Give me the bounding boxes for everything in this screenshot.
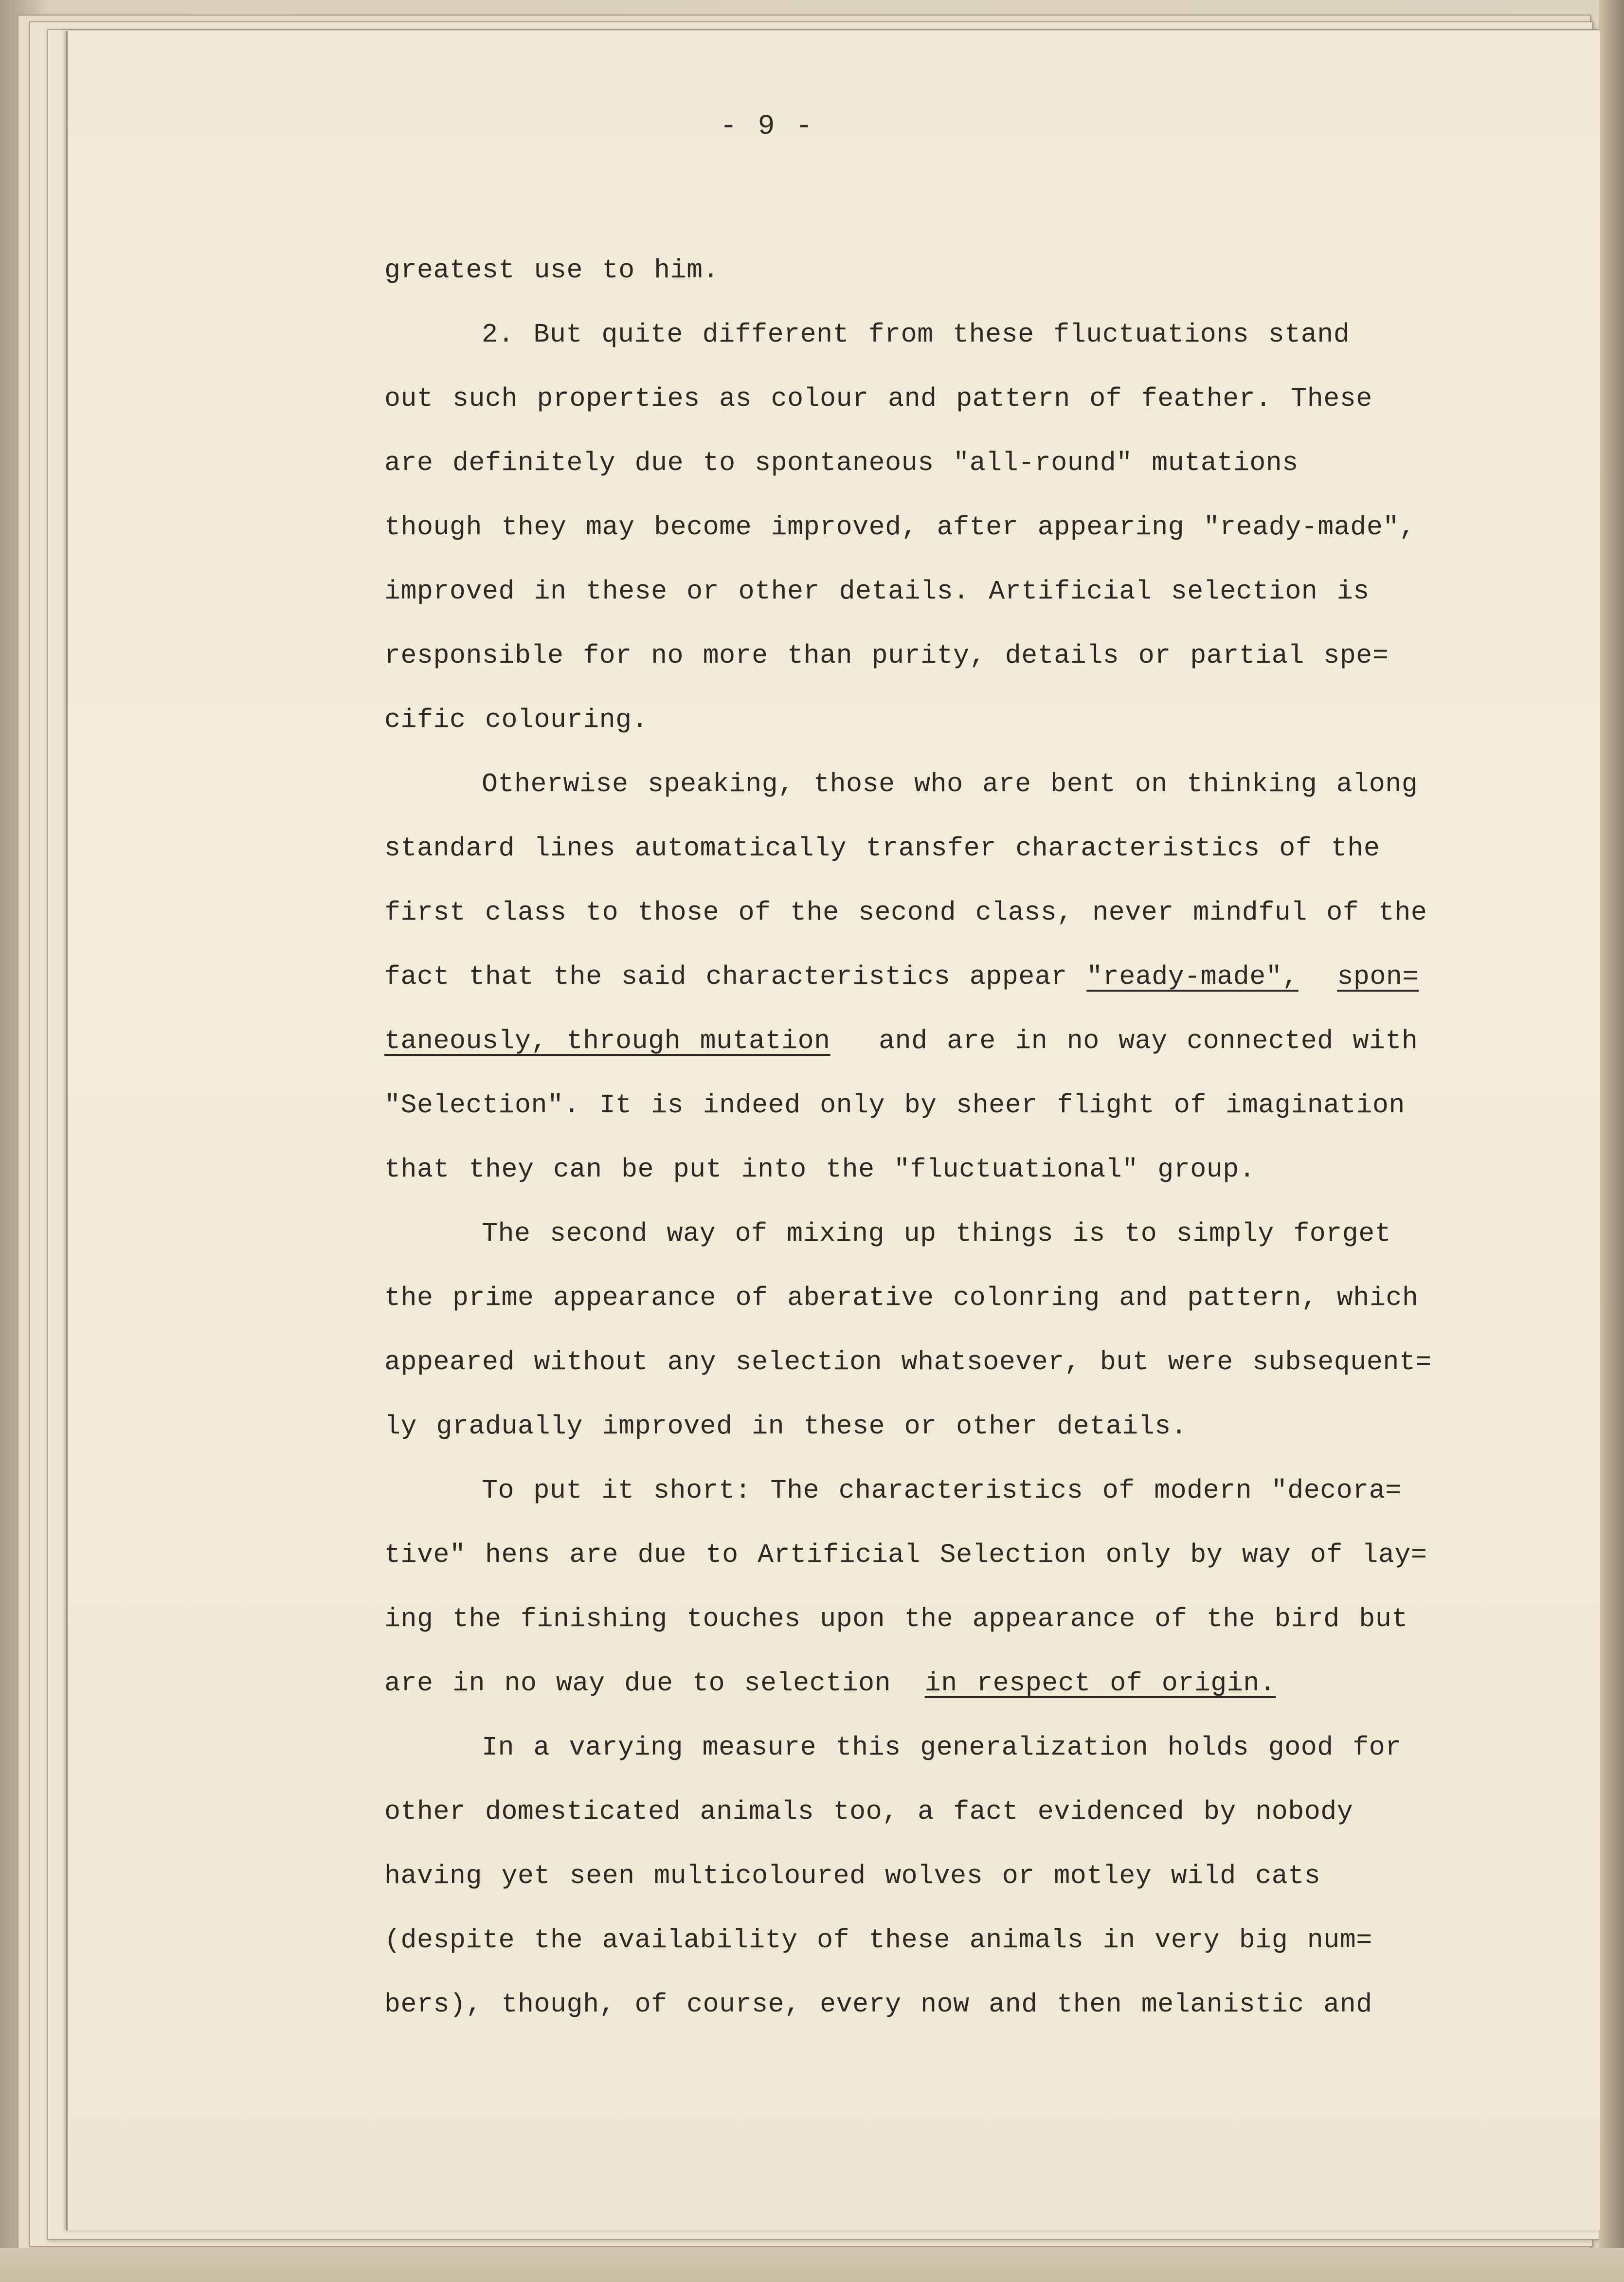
text-line: The second way of mixing up things is to simply forget: [482, 1218, 1391, 1249]
paragraph: [384, 752, 1601, 1202]
paragraph: [384, 1459, 1601, 1716]
text-line: [384, 1651, 1601, 1716]
stack-bottom-edge: [0, 2248, 1624, 2282]
underlined-phrase: in respect of origin.: [924, 1668, 1276, 1699]
text-line: out such properties as colour and pattern of feather. These: [384, 383, 1372, 414]
text-line: other domesticated animals too, a fact evidenced by nobody: [384, 1796, 1353, 1827]
text-line: 2. But quite different from these fluctuations stand: [482, 319, 1350, 350]
text-line: In a varying measure this generalization holds good for: [482, 1732, 1402, 1763]
text-line: ly gradually improved in these or other details.: [384, 1411, 1188, 1442]
text-line: (despite the availability of these animals in very big num=: [384, 1925, 1372, 1956]
text-line: greatest use to him.: [384, 255, 720, 286]
text-line: [384, 945, 1601, 1009]
paragraph: [384, 303, 1601, 752]
text-line: Otherwise speaking, those who are bent on thinking along: [482, 769, 1418, 799]
text-fragment: are in no way due to selection: [384, 1668, 891, 1699]
underlined-phrase: spon=: [1337, 961, 1419, 992]
text-line: ing the finishing touches upon the appearance of the bird but: [384, 1604, 1408, 1634]
text-fragment: fact that the said characteristics appear: [384, 961, 1067, 992]
paragraph: [384, 1716, 1601, 2037]
paragraph: [384, 1202, 1601, 1459]
text-line: bers), though, of course, every now and then melanistic and: [384, 1989, 1372, 2020]
text-fragment: and are in no way connected with: [879, 1026, 1418, 1056]
text-line: the prime appearance of aberative colonring and pattern, which: [384, 1283, 1419, 1313]
text-line: tive" hens are due to Artificial Selection only by way of lay=: [384, 1539, 1427, 1570]
text-line: cific colouring.: [384, 705, 649, 735]
text-line: first class to those of the second class, never mindful of the: [384, 897, 1427, 928]
text-line: [384, 1009, 1601, 1073]
text-line: responsible for no more than purity, details or partial spe=: [384, 640, 1389, 671]
paragraph: [384, 238, 1601, 303]
text-line: are definitely due to spontaneous "all-round" mutations: [384, 448, 1299, 478]
text-line: improved in these or other details. Artificial selection is: [384, 576, 1370, 607]
text-line: standard lines automatically transfer characteristics of the: [384, 833, 1380, 864]
text-line: To put it short: The characteristics of modern "decora=: [482, 1475, 1402, 1506]
text-line: "Selection". It is indeed only by sheer flight of imagination: [384, 1090, 1405, 1121]
underlined-phrase: "ready-made",: [1086, 961, 1299, 992]
text-line: though they may become improved, after appearing "ready-made",: [384, 512, 1416, 543]
text-line: appeared without any selection whatsoever, but were subsequent=: [384, 1347, 1432, 1377]
page-number: - 9 -: [720, 111, 815, 143]
body-text: [384, 238, 1601, 2037]
stack-right-edge: [1599, 0, 1624, 2282]
text-line: having yet seen multicoloured wolves or motley wild cats: [384, 1861, 1321, 1891]
underlined-phrase: taneously, through mutation: [384, 1026, 830, 1056]
text-line: that they can be put into the "fluctuational" group.: [384, 1154, 1256, 1185]
